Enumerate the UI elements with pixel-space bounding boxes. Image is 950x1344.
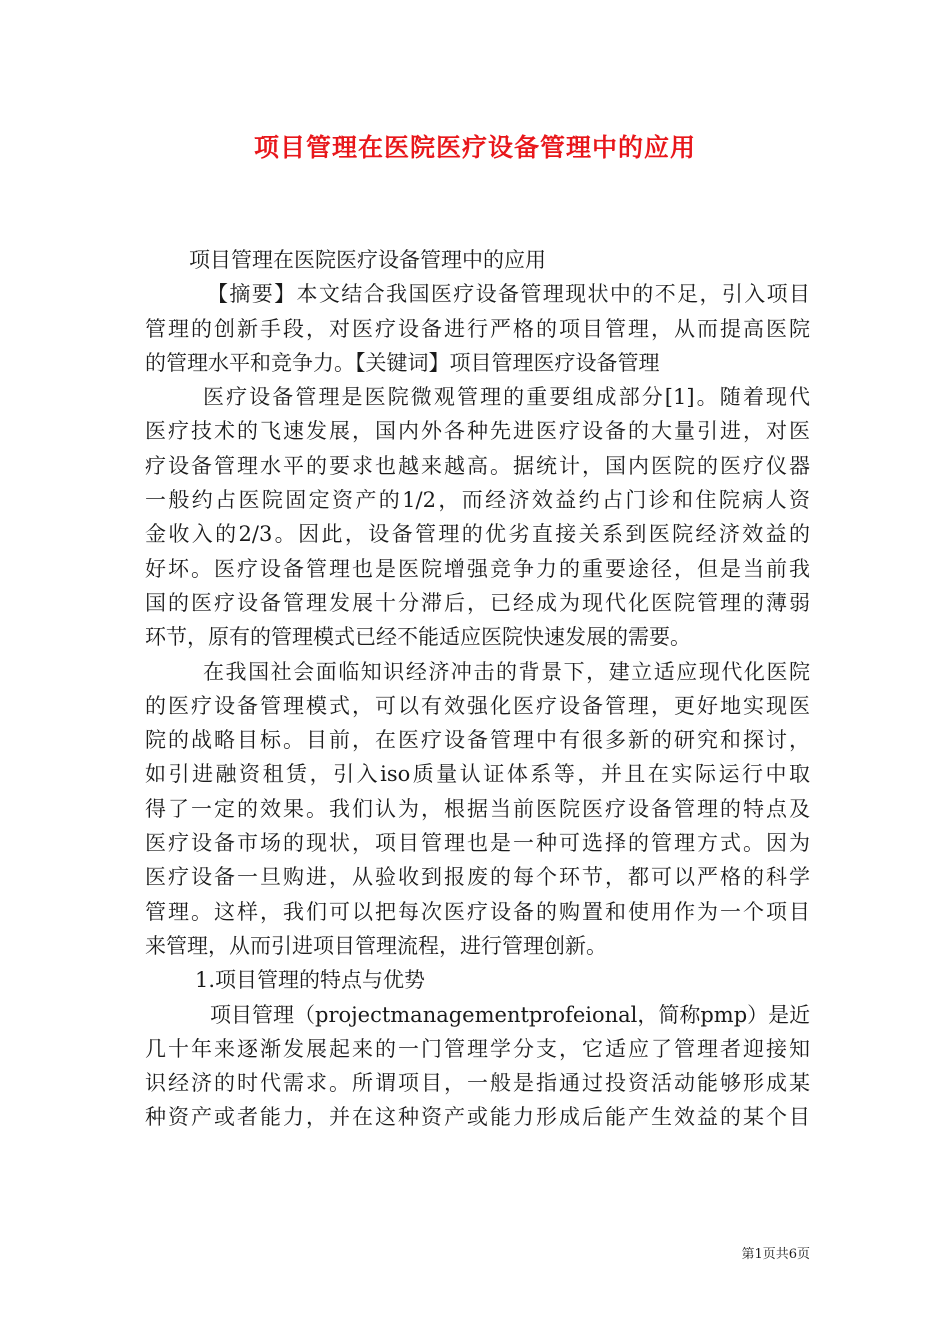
paragraph-line: 如引进融资租赁，引入iso质量认证体系等，并且在实际运行中取 — [145, 762, 810, 787]
paragraph-line: 几十年来逐渐发展起来的一门管理学分支，它适应了管理者迎接知 — [145, 1036, 810, 1061]
document-body — [145, 243, 810, 1135]
paragraph-line: 医疗设备市场的现状，项目管理也是一种可选择的管理方式。因为 — [145, 831, 810, 856]
subtitle-line: 项目管理在医院医疗设备管理中的应用 — [189, 248, 546, 272]
paragraph-line: 来管理，从而引进项目管理流程，进行管理创新。 — [145, 933, 607, 958]
paragraph-line: 的医疗设备管理模式，可以有效强化医疗设备管理，更好地实现医 — [145, 693, 810, 718]
paragraph-line: 国的医疗设备管理发展十分滞后，已经成为现代化医院管理的薄弱 — [145, 590, 810, 615]
paragraph-line: 医疗技术的飞速发展，国内外各种先进医疗设备的大量引进，对医 — [145, 419, 810, 444]
paragraph-line: 环节，原有的管理模式已经不能适应医院快速发展的需要。 — [145, 625, 691, 650]
abstract-line: 管理的创新手段，对医疗设备进行严格的项目管理，从而提高医院 — [145, 316, 810, 341]
paragraph-line: 得了一定的效果。我们认为，根据当前医院医疗设备管理的特点及 — [145, 796, 810, 821]
section-heading: 1.项目管理的特点与优势 — [195, 968, 426, 993]
abstract-line: 【摘要】本文结合我国医疗设备管理现状中的不足，引入项目 — [207, 282, 810, 307]
paragraph-line: 疗设备管理水平的要求也越来越高。据统计，国内医院的医疗仪器 — [145, 453, 810, 478]
document-title: 项目管理在医院医疗设备管理中的应用 — [253, 133, 696, 162]
abstract-line: 的管理水平和竞争力。【关键词】项目管理医疗设备管理 — [145, 350, 660, 375]
paragraph-line: 院的战略目标。目前，在医疗设备管理中有很多新的研究和探讨， — [145, 728, 810, 753]
paragraph-line: 医疗设备一旦购进，从验收到报废的每个环节，都可以严格的科学 — [145, 865, 810, 890]
paragraph-line: 种资产或者能力，并在这种资产或能力形成后能产生效益的某个目 — [145, 1105, 810, 1130]
paragraph-line: 识经济的时代需求。所谓项目，一般是指通过投资活动能够形成某 — [145, 1071, 810, 1096]
paragraph-line: 医疗设备管理是医院微观管理的重要组成部分[1]。随着现代 — [203, 385, 810, 410]
paragraph-line: 在我国社会面临知识经济冲击的背景下，建立适应现代化医院 — [203, 659, 810, 684]
paragraph-line: 金收入的2/3。因此，设备管理的优劣直接关系到医院经济效益的 — [145, 522, 810, 547]
paragraph-line: 一般约占医院固定资产的1/2，而经济效益约占门诊和住院病人资 — [145, 488, 810, 513]
paragraph-line: 好坏。医疗设备管理也是医院增强竞争力的重要途径，但是当前我 — [145, 556, 810, 581]
paragraph-line: 管理。这样，我们可以把每次医疗设备的购置和使用作为一个项目 — [145, 899, 810, 924]
paragraph-line: 项目管理（projectmanagementprofeional，简称pmp）是近 — [210, 1002, 811, 1027]
page-number-indicator: 第1页共6页 — [741, 1247, 810, 1262]
